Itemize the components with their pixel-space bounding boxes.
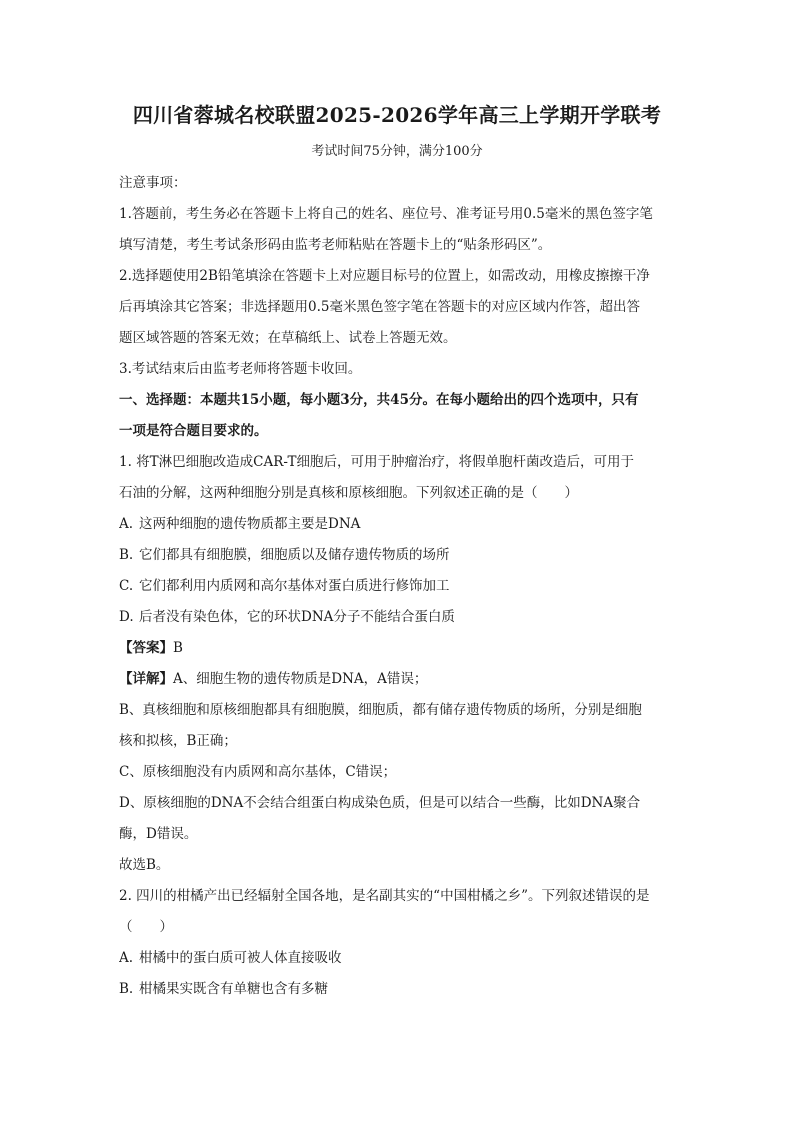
option-text: 这两种细胞的遗传物质都主要是DNA [139, 516, 361, 532]
question-2-option-b [119, 974, 675, 1005]
question-1-answer [119, 633, 675, 664]
question-1-detail-c: C、原核细胞没有内质网和高尔基体，C错误； [119, 764, 397, 780]
question-1-detail-d-line-2: 酶，D错误。 [119, 826, 198, 842]
option-letter: A. [119, 950, 134, 966]
question-2-stem-line-1: 2. 四川的柑橘产出已经辐射全国各地，是名副其实的“中国柑橘之乡”。下列叙述错误的是 [119, 888, 650, 904]
notice-item-2-line-3: 题区域答题的答案无效；在草稿纸上、试卷上答题无效。 [119, 330, 457, 346]
question-1-detail-a [119, 664, 675, 695]
option-text: 柑橘中的蛋白质可被人体直接吸收 [139, 950, 342, 966]
option-text: 后者没有染色体，它的环状DNA分子不能结合蛋白质 [139, 609, 455, 625]
section-heading-line-2: 一项是符合题目要求的。 [119, 423, 268, 439]
exam-body [119, 168, 675, 1005]
notice-item-1-line-2: 填写清楚，考生考试条形码由监考老师粘贴在答题卡上的“贴条形码区”。 [119, 237, 552, 253]
exam-subtitle: 考试时间75分钟，满分100分 [311, 144, 483, 159]
answer-value: B [173, 640, 183, 656]
question-1-option-d [119, 602, 675, 633]
question-1-stem-line-1: 1. 将T淋巴细胞改造成CAR-T细胞后，可用于肿瘤治疗，将假单胞杆菌改造后，可用于 [119, 454, 635, 470]
question-1-stem-line-2: 石油的分解，这两种细胞分别是真核和原核细胞。下列叙述正确的是（ ） [119, 485, 578, 501]
notice-heading: 注意事项： [119, 175, 187, 191]
question-2-option-a [119, 943, 675, 974]
question-1-option-a [119, 509, 675, 540]
option-letter: C. [119, 578, 134, 594]
notice-item-1-line-1: 1.答题前，考生务必在答题卡上将自己的姓名、座位号、准考证号用0.5毫米的黑色签字笔 [119, 206, 653, 222]
option-text: 它们都利用内质网和高尔基体对蛋白质进行修饰加工 [139, 578, 450, 594]
section-heading-line-1: 一、选择题：本题共15小题，每小题3分，共45分。在每小题给出的四个选项中，只有 [119, 392, 639, 408]
notice-item-3: 3.考试结束后由监考老师将答题卡收回。 [119, 361, 362, 377]
exam-page [119, 100, 675, 1005]
option-text: 柑橘果实既含有单糖也含有多糖 [139, 981, 328, 997]
option-letter: D. [119, 609, 134, 625]
question-1-option-c [119, 571, 675, 602]
question-1-detail-b-line-1: B、真核细胞和原核细胞都具有细胞膜，细胞质，都有储存遗传物质的场所，分别是细胞 [119, 702, 642, 718]
question-2-stem-line-2: （ ） [119, 919, 173, 935]
question-1-conclusion: 故选B。 [119, 857, 170, 873]
option-letter: B. [119, 981, 134, 997]
detail-text: A、细胞生物的遗传物质是DNA，A错误； [173, 671, 428, 687]
option-letter: B. [119, 547, 134, 563]
answer-tag: 【答案】 [119, 640, 173, 656]
option-text: 它们都具有细胞膜，细胞质以及储存遗传物质的场所 [139, 547, 450, 563]
option-letter: A. [119, 516, 134, 532]
detail-tag: 【详解】 [119, 671, 173, 687]
question-1-option-b [119, 540, 675, 571]
notice-item-2-line-1: 2.选择题使用2B铅笔填涂在答题卡上对应题目标号的位置上，如需改动，用橡皮擦擦干净 [119, 268, 650, 284]
notice-item-2-line-2: 后再填涂其它答案；非选择题用0.5毫米黑色签字笔在答题卡的对应区域内作答，超出答 [119, 299, 640, 315]
question-1-detail-b-line-2: 核和拟核，B正确； [119, 733, 237, 749]
exam-title: 四川省蓉城名校联盟2025-2026学年高三上学期开学联考 [132, 103, 662, 127]
question-1-detail-d-line-1: D、原核细胞的DNA不会结合组蛋白构成染色质，但是可以结合一些酶，比如DNA聚合 [119, 795, 641, 811]
